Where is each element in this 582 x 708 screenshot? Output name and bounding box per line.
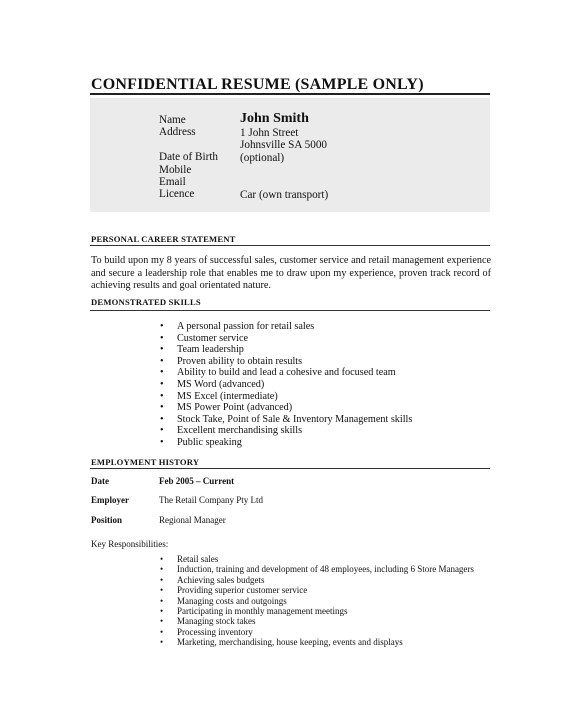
date-value: Feb 2005 – Current — [159, 476, 235, 486]
label-email: Email — [159, 176, 186, 189]
position-value: Regional Manager — [159, 515, 226, 525]
employer-label: Employer — [91, 495, 129, 505]
key-responsibilities-label: Key Responsibilities: — [91, 539, 169, 549]
responsibility-item: • Induction, training and development of 48 employees, including 6 Store Managers — [160, 564, 490, 574]
skill-item: • MS Power Point (advanced) — [160, 402, 412, 414]
licence-value: Car (own transport) — [240, 189, 329, 201]
label-address-cont — [159, 139, 218, 151]
employment-heading: EMPLOYMENT HISTORY — [91, 457, 200, 467]
skills-list — [160, 321, 412, 449]
responsibility-item: • Managing costs and outgoings — [160, 596, 490, 606]
label-name: Name — [159, 114, 186, 126]
resume-title: CONFIDENTIAL RESUME (SAMPLE ONLY) — [91, 76, 424, 93]
employment-divider — [90, 468, 490, 469]
mobile-value — [240, 164, 328, 176]
responsibility-item: • Managing stock takes — [160, 616, 490, 626]
career-statement-text: To build upon my 8 years of successful sales, customer service and retail management experience and secure a leadership role that enables me to draw upon my experience, proven track record of achieving results and goal orientated nature. — [91, 255, 491, 292]
responsibility-item: • Processing inventory — [160, 627, 490, 637]
personal-details-labels — [159, 114, 218, 201]
skills-heading: DEMONSTRATED SKILLS — [91, 297, 201, 307]
responsibility-item: • Participating in monthly management meetings — [160, 606, 490, 616]
skill-item: • MS Word (advanced) — [160, 379, 412, 391]
label-dob: Date of Birth — [159, 151, 219, 164]
skill-item: • Public speaking — [160, 437, 412, 449]
responsibility-item: • Marketing, merchandising, house keeping, events and displays — [160, 637, 490, 647]
address-line-1: 1 John Street — [240, 127, 299, 139]
skill-item: • MS Excel (intermediate) — [160, 391, 412, 403]
responsibilities-list — [160, 554, 490, 648]
employer-value: The Retail Company Pty Ltd — [159, 495, 263, 505]
career-statement-heading: PERSONAL CAREER STATEMENT — [91, 234, 236, 244]
personal-details-values — [240, 111, 328, 201]
responsibility-item: • Providing superior customer service — [160, 585, 490, 595]
skill-item: • Ability to build and lead a cohesive and focused team — [160, 367, 412, 379]
responsibility-item: • Achieving sales budgets — [160, 575, 490, 585]
candidate-name: John Smith — [240, 111, 309, 126]
label-address: Address — [159, 126, 196, 139]
responsibility-item: • Retail sales — [160, 554, 490, 564]
personal-details-box — [90, 98, 490, 212]
title-divider — [90, 93, 490, 95]
label-mobile: Mobile — [159, 163, 192, 176]
skill-item: • A personal passion for retail sales — [160, 321, 412, 333]
address-line-2: Johnsville SA 5000 — [240, 139, 328, 152]
label-licence: Licence — [159, 188, 195, 201]
position-label: Position — [91, 515, 123, 525]
dob-value: (optional) — [240, 151, 285, 164]
skill-item: • Customer service — [160, 333, 412, 345]
skill-item: • Team leadership — [160, 344, 412, 356]
skills-divider — [90, 310, 490, 311]
date-label: Date — [91, 476, 109, 486]
skill-item: • Proven ability to obtain results — [160, 356, 412, 368]
skill-item: • Excellent merchandising skills — [160, 425, 412, 437]
career-statement-divider — [90, 245, 490, 246]
email-value — [240, 177, 328, 189]
skill-item: • Stock Take, Point of Sale & Inventory Management skills — [160, 414, 412, 426]
